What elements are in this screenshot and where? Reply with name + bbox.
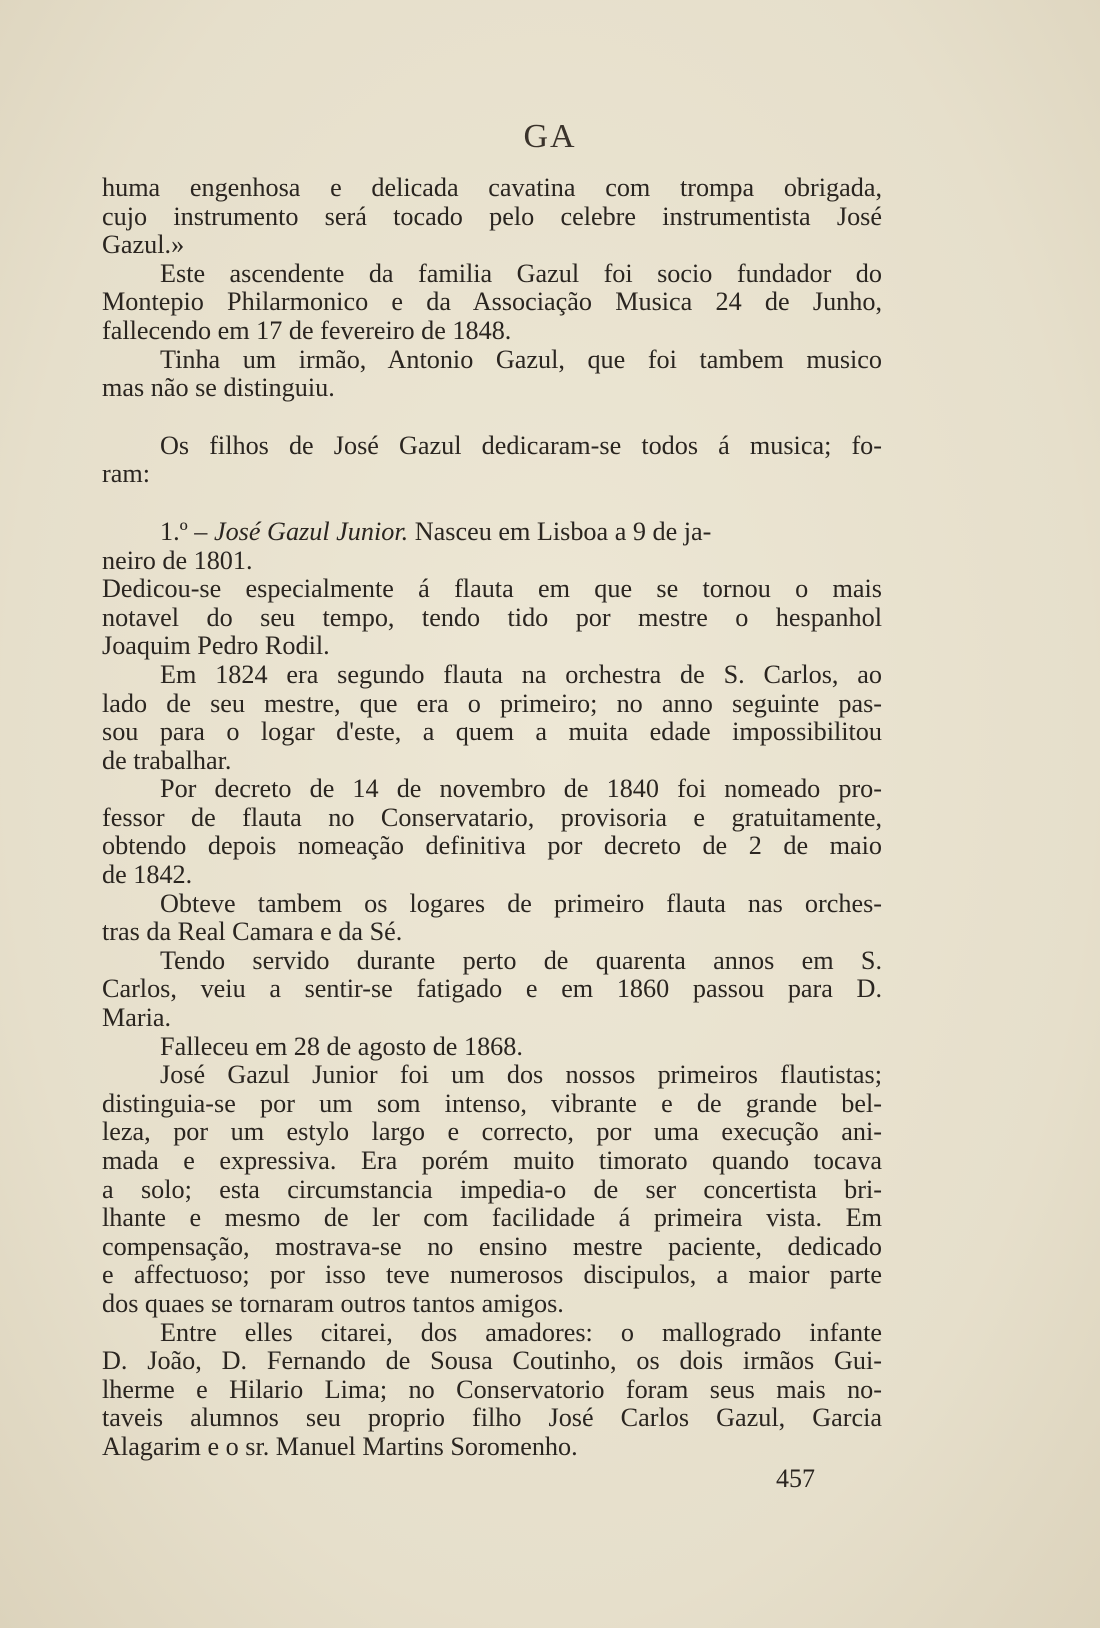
text-line: Em 1824 era segundo flauta na orchestra de S. Carlos, ao: [160, 660, 882, 689]
text-line: e affectuoso; por isso teve numerosos discipulos, a maior parte: [102, 1261, 882, 1290]
text-line: lherme e Hilario Lima; no Conservatorio foram seus mais no-: [102, 1375, 882, 1404]
text-line: compensação, mostrava-se no ensino mestre paciente, dedicado: [102, 1232, 882, 1261]
page-number: 457: [776, 1464, 815, 1493]
text-line: obtendo depois nomeação definitiva por decreto de 2 de maio: [102, 832, 882, 861]
text-line: lado de seu mestre, que era o primeiro; no anno seguinte pas-: [102, 689, 882, 718]
text-line: Falleceu em 28 de agosto de 1868.: [160, 1032, 523, 1061]
text-line: huma engenhosa e delicada cavatina com trompa obrigada,: [102, 174, 882, 202]
text-line: Obteve tambem os logares de primeiro flauta nas orches-: [160, 889, 882, 918]
text-line: Tendo servido durante perto de quarenta annos em S.: [160, 946, 882, 975]
text-line: a solo; esta circumstancia impedia-o de ser concertista bri-: [102, 1175, 882, 1204]
text-line: dos quaes se tornaram outros tantos amigos.: [102, 1289, 564, 1318]
text-line: Alagarim e o sr. Manuel Martins Soromenho.: [102, 1432, 578, 1461]
text-line: Dedicou-se especialmente á flauta em que se tornou o mais: [102, 575, 882, 604]
text-line: taveis alumnos seu proprio filho José Carlos Gazul, Garcia: [102, 1404, 882, 1433]
text-line: Montepio Philarmonico e da Associação Musica 24 de Junho,: [102, 288, 882, 317]
text-line: Entre elles citarei, dos amadores: o mallogrado infante: [160, 1318, 882, 1347]
text-line: leza, por um estylo largo e correcto, por uma execução ani-: [102, 1118, 882, 1147]
text-line: Os filhos de José Gazul dedicaram-se todos á musica; fo-: [160, 431, 882, 460]
text-line: tras da Real Camara e da Sé.: [102, 918, 403, 947]
entry-number: 1.º –: [160, 517, 208, 546]
text-line: Carlos, veiu a sentir-se fatigado e em 1860 passou para D.: [102, 975, 882, 1004]
text-line: Tinha um irmão, Antonio Gazul, que foi tambem musico: [160, 345, 882, 374]
text-line: Por decreto de 14 de novembro de 1840 foi nomeado pro-: [160, 775, 882, 804]
text-line: Este ascendente da familia Gazul foi socio fundador do: [160, 259, 882, 288]
entry-text: Nasceu em Lisboa a 9 de ja-: [414, 517, 712, 546]
text-line: ram:: [102, 460, 150, 489]
text-line: mas não se distinguiu.: [102, 374, 335, 403]
text-line: de trabalhar.: [102, 746, 232, 775]
text-line: neiro de 1801.: [102, 546, 253, 575]
text-line: sou para o logar d'este, a quem a muita edade impossibilitou: [102, 718, 882, 747]
page-body: [102, 174, 882, 1462]
text-line: de 1842.: [102, 861, 193, 890]
text-line: mada e expressiva. Era porém muito timorato quando tocava: [102, 1147, 882, 1175]
text-line: notavel do seu tempo, tendo tido por mestre o hespanhol: [102, 603, 882, 632]
text-line: D. João, D. Fernando de Sousa Coutinho, os dois irmãos Gui-: [102, 1347, 882, 1376]
text-line: lhante e mesmo de ler com facilidade á primeira vista. Em: [102, 1204, 882, 1233]
text-line: distinguia-se por um som intenso, vibrante e de grande bel-: [102, 1089, 882, 1118]
text-line: cujo instrumento será tocado pelo celebre instrumentista José: [102, 202, 882, 231]
entry-heading-line: [102, 518, 882, 547]
running-head: GA: [523, 118, 577, 155]
text-line: fallecendo em 17 de fevereiro de 1848.: [102, 316, 512, 345]
text-line: fessor de flauta no Conservatario, provisoria e gratuitamente,: [102, 803, 882, 832]
text-line: José Gazul Junior foi um dos nossos primeiros flautistas;: [160, 1061, 882, 1090]
text-line: Maria.: [102, 1004, 172, 1033]
entry-name: José Gazul Junior.: [213, 517, 409, 546]
text-line: Joaquim Pedro Rodil.: [102, 632, 330, 661]
text-line: Gazul.»: [102, 231, 185, 260]
